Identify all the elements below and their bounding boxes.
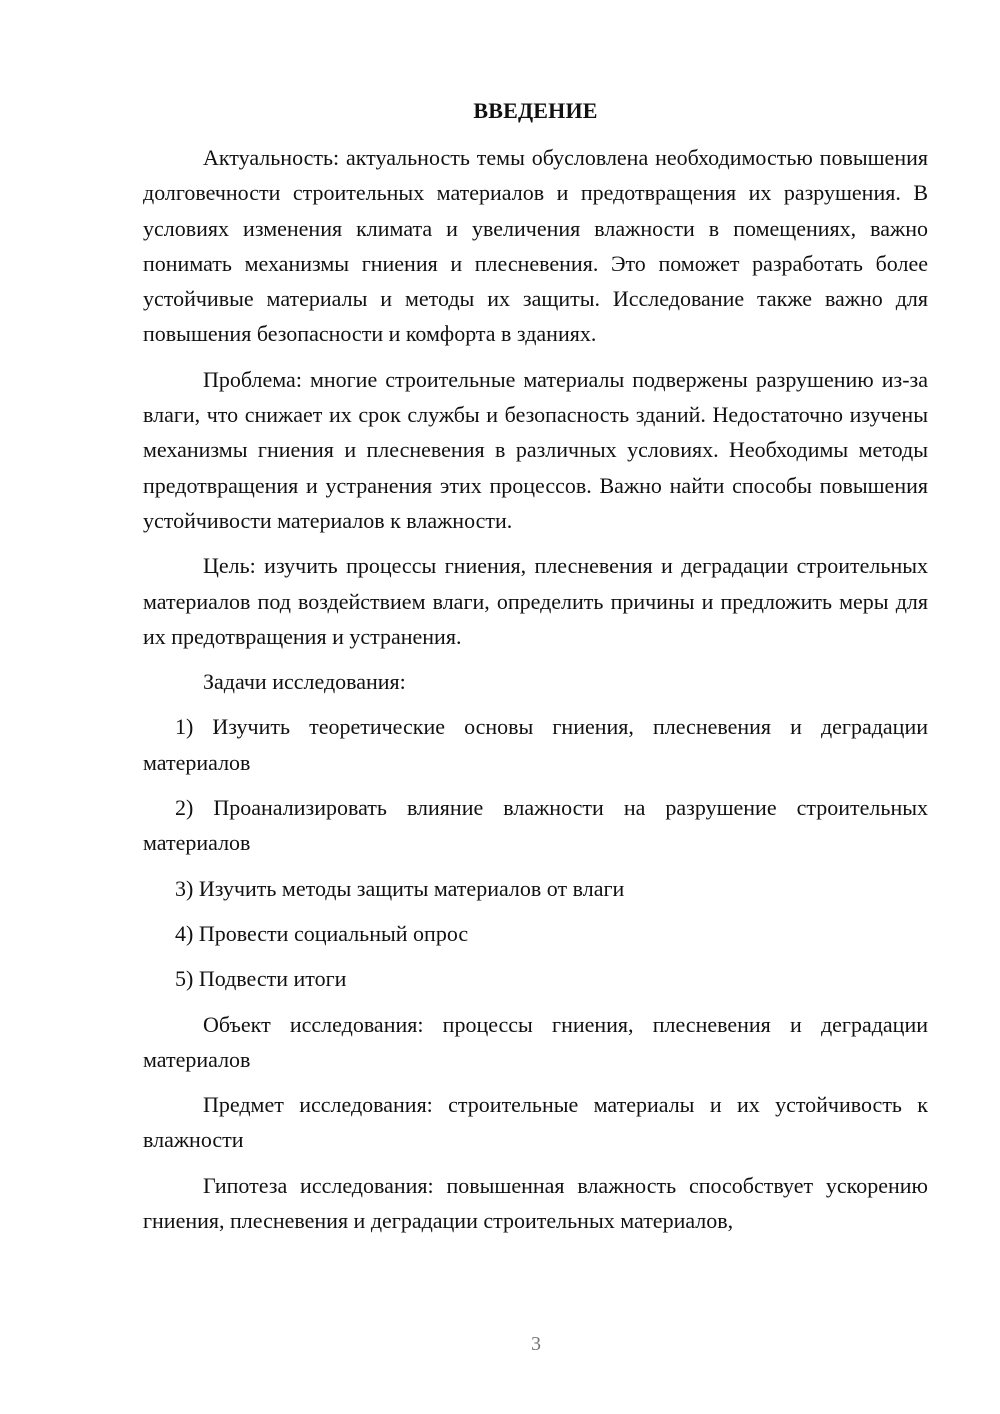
research-object-paragraph: Объект исследования: процессы гниения, плесневения и деградации материалов [143, 1011, 928, 1072]
relevance-paragraph: Актуальность: актуальность темы обусловлена необходимостью повышения долговечности строительных материалов и предотвращения их разрушения. В условиях изменения климата и увеличения влажности в помещениях, важно понимать механизмы гниения и плесневения. Это поможет разработать более устойчивые материалы и методы их защиты. Исследование также важно для повышения безопасности и комфорта в зданиях. [143, 145, 928, 347]
goal-paragraph: Цель: изучить процессы гниения, плесневения и деградации строительных материалов под воздействием влаги, определить причины и предложить меры для их предотвращения и устранения. [143, 553, 928, 649]
task-item-1: 1) Изучить теоретические основы гниения, плесневения и деградации материалов [143, 714, 928, 775]
task-item-2: 2) Проанализировать влияние влажности на разрушение строительных материалов [143, 795, 928, 856]
page-title: ВВЕДЕНИЕ [473, 98, 598, 123]
task-item-4: 4) Провести социальный опрос [175, 920, 469, 946]
page-number: 3 [531, 1333, 541, 1355]
hypothesis-paragraph: Гипотеза исследования: повышенная влажность способствует ускорению гниения, плесневения и деградации строительных материалов, [143, 1172, 928, 1234]
document-page [143, 96, 928, 1238]
problem-paragraph: Проблема: многие строительные материалы подвержены разрушению из-за влаги, что снижает их срок службы и безопасность зданий. Недостаточно изучены механизмы гниения и плесневения в различных условиях. Необходимы методы предотвращения и устранения этих процессов. Важно найти способы повышения устойчивости материалов к влажности. [143, 366, 928, 533]
task-item-3: 3) Изучить методы защиты материалов от влаги [175, 875, 625, 901]
research-subject-paragraph: Предмет исследования: строительные материалы и их устойчивость к влажности [143, 1092, 928, 1153]
task-item-5: 5) Подвести итоги [175, 966, 347, 992]
tasks-heading: Задачи исследования: [203, 669, 406, 695]
